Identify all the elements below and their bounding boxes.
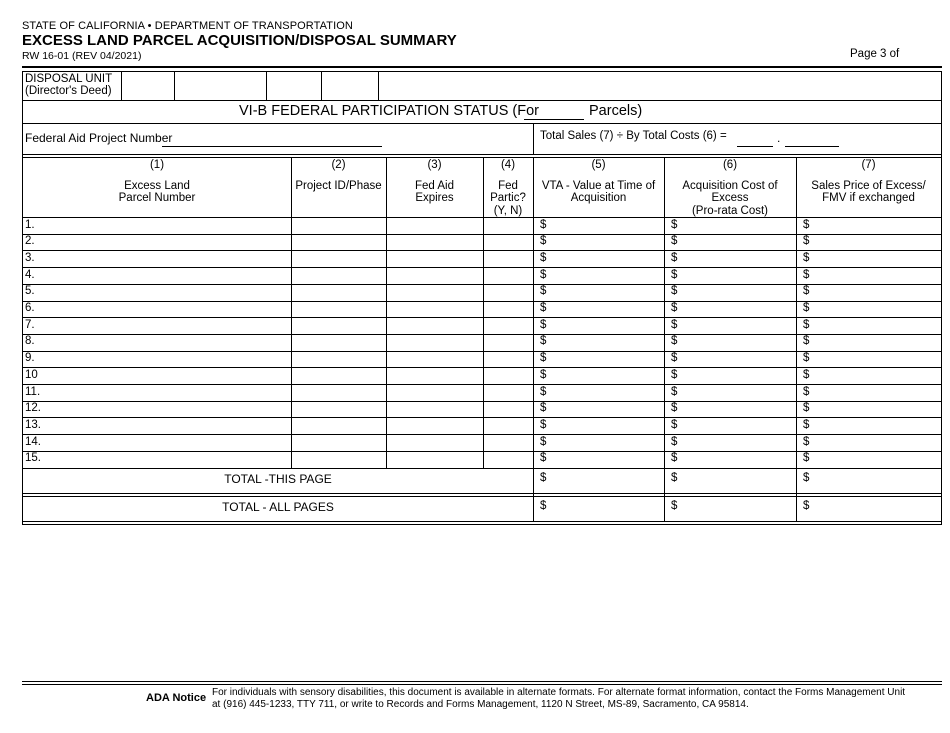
- column-number: (2): [331, 159, 346, 171]
- column-label: Excess Land: [124, 179, 190, 192]
- total-all-pages-col-7-field[interactable]: $: [803, 500, 810, 512]
- row-15-col-1-field[interactable]: [47, 451, 290, 467]
- footer-rule-bottom: [22, 684, 942, 685]
- row-15-col-6-field[interactable]: $: [671, 452, 678, 465]
- parcels-type-field[interactable]: [525, 102, 583, 120]
- disposal-field-2[interactable]: [175, 72, 266, 100]
- row-4-col-4-field[interactable]: [484, 267, 532, 283]
- section-title-prefix: VI-B FEDERAL PARTICIPATION STATUS (For: [239, 103, 539, 119]
- row-5-col-5-field[interactable]: $: [540, 285, 547, 298]
- column-header-1: [23, 159, 291, 205]
- row-4-col-6-field[interactable]: $: [671, 268, 678, 281]
- row-14-col-1-field[interactable]: [47, 434, 290, 450]
- column-label: VTA - Value at Time of: [541, 179, 656, 192]
- row-number: 12.: [25, 402, 41, 415]
- total-this-page-label: TOTAL -THIS PAGE: [224, 472, 332, 486]
- fed-aid-project-underline: [162, 146, 382, 147]
- row-6-col-3-field[interactable]: [387, 301, 482, 317]
- total-all-pages-col-5-field[interactable]: $: [540, 500, 547, 512]
- row-1-col-7-field[interactable]: $: [803, 218, 810, 231]
- column-header-3: [386, 159, 483, 205]
- row-15-col-5-field[interactable]: $: [540, 452, 547, 465]
- disposal-field-5[interactable]: [379, 72, 941, 100]
- row-13-col-7-field[interactable]: $: [803, 418, 810, 431]
- row-11-col-6-field[interactable]: $: [671, 385, 678, 398]
- column-header-2: [291, 159, 386, 192]
- column-label: Acquisition: [570, 192, 627, 204]
- ada-notice-text: For individuals with sensory disabilities, this document is available in alternate formats. For alternate format information, contact the Forms Management Unit at (916) 445-1233, TTY 711, or write to Records and Forms Management, 1120 N Street, MS-89, Sacramento, CA 95814.: [212, 687, 906, 710]
- row-1-col-5-field[interactable]: $: [540, 218, 547, 231]
- row-2-col-4-field[interactable]: [484, 234, 532, 250]
- row-13-col-6-field[interactable]: $: [671, 418, 678, 431]
- row-12-col-7-field[interactable]: $: [803, 402, 810, 415]
- row-3-col-5-field[interactable]: $: [540, 251, 547, 264]
- row-14-col-3-field[interactable]: [387, 434, 482, 450]
- summary-form: [22, 71, 942, 525]
- row-9-col-1-field[interactable]: [47, 351, 290, 367]
- row-number: 2.: [25, 235, 35, 248]
- row-4-col-7-field[interactable]: $: [803, 268, 810, 281]
- row-13-col-1-field[interactable]: [47, 417, 290, 433]
- row-7-col-6-field[interactable]: $: [671, 318, 678, 331]
- row-number: 7.: [25, 318, 35, 331]
- row-number: 1.: [25, 218, 35, 231]
- row-4-col-3-field[interactable]: [387, 267, 482, 283]
- agency-line: STATE OF CALIFORNIA • DEPARTMENT OF TRANSPORTATION: [22, 20, 353, 32]
- row-1-col-3-field[interactable]: [387, 217, 482, 233]
- column-header-7: [796, 159, 941, 205]
- row-15-col-4-field[interactable]: [484, 451, 532, 467]
- column-number: (4): [500, 159, 516, 171]
- column-number: (3): [427, 159, 442, 171]
- row-2-col-5-field[interactable]: $: [540, 235, 547, 248]
- row-number: 9.: [25, 352, 35, 365]
- row-rule: [23, 496, 941, 497]
- disposal-field-1[interactable]: [122, 72, 174, 100]
- row-number: 4.: [25, 268, 35, 281]
- row-rule: [23, 468, 941, 469]
- row-4-col-1-field[interactable]: [47, 267, 290, 283]
- row-9-col-7-field[interactable]: $: [803, 352, 810, 365]
- fed-aid-project-input[interactable]: [162, 128, 382, 146]
- row-8-col-6-field[interactable]: $: [671, 335, 678, 348]
- row-14-col-4-field[interactable]: [484, 434, 532, 450]
- ratio-label: Total Sales (7) ÷ By Total Costs (6) =: [540, 130, 727, 142]
- row-4-col-5-field[interactable]: $: [540, 268, 547, 281]
- page-number: Page 3 of: [850, 48, 900, 60]
- row-10-col-1-field[interactable]: [47, 367, 290, 383]
- row-7-col-1-field[interactable]: [47, 317, 290, 333]
- fed-aid-project-label: Federal Aid Project Number: [25, 131, 173, 145]
- row-number: 13.: [25, 418, 41, 431]
- row-8-col-1-field[interactable]: [47, 334, 290, 350]
- ratio-dot: .: [777, 131, 781, 145]
- row-15-col-2-field[interactable]: [292, 451, 385, 467]
- disposal-unit-line2: (Director's Deed): [25, 85, 112, 97]
- row-1-col-6-field[interactable]: $: [671, 218, 678, 231]
- column-number: (5): [591, 159, 606, 171]
- row-3-col-4-field[interactable]: [484, 250, 532, 266]
- row-13-col-3-field[interactable]: [387, 417, 482, 433]
- row-13-col-5-field[interactable]: $: [540, 418, 547, 431]
- ratio-decimal-input[interactable]: [785, 130, 839, 146]
- form-title: EXCESS LAND PARCEL ACQUISITION/DISPOSAL SUMMARY: [22, 32, 457, 49]
- row-number: 11.: [25, 385, 41, 398]
- section-title: [239, 103, 539, 119]
- row-2-col-7-field[interactable]: $: [803, 235, 810, 248]
- row-1-col-1-field[interactable]: [47, 217, 290, 233]
- row-12-col-4-field[interactable]: [484, 401, 532, 417]
- row-number: 5.: [25, 285, 35, 298]
- row-13-col-2-field[interactable]: [292, 417, 385, 433]
- row-14-col-5-field[interactable]: $: [540, 435, 547, 448]
- disposal-unit-label: [25, 73, 112, 97]
- row-3-col-6-field[interactable]: $: [671, 251, 678, 264]
- row-3-col-3-field[interactable]: [387, 250, 482, 266]
- ratio-integer-input[interactable]: [737, 130, 773, 146]
- row-5-col-6-field[interactable]: $: [671, 285, 678, 298]
- row-6-col-2-field[interactable]: [292, 301, 385, 317]
- row-2-col-6-field[interactable]: $: [671, 235, 678, 248]
- column-label: (Y, N): [493, 204, 523, 217]
- row-9-col-2-field[interactable]: [292, 351, 385, 367]
- footer-rule-top: [22, 681, 942, 682]
- ratio-decimal-underline: [785, 146, 839, 147]
- column-label: Sales Price of Excess/: [811, 179, 926, 192]
- row-5-col-2-field[interactable]: [292, 284, 385, 300]
- row-7-col-2-field[interactable]: [292, 317, 385, 333]
- row-6-col-7-field[interactable]: $: [803, 302, 810, 314]
- column-label: Expires: [415, 192, 454, 204]
- header-rule: [22, 66, 942, 68]
- ratio-integer-underline: [737, 146, 773, 147]
- column-label: Fed Aid: [415, 179, 454, 192]
- row-rule: [23, 521, 941, 522]
- column-label: Project ID/Phase: [295, 179, 382, 192]
- column-header-4: [483, 159, 533, 217]
- row-number: 6.: [25, 302, 35, 314]
- row-6-col-5-field[interactable]: $: [540, 302, 547, 314]
- column-header-5: [533, 159, 664, 205]
- row-8-col-7-field[interactable]: $: [803, 335, 810, 348]
- ada-notice-label: ADA Notice: [146, 692, 207, 704]
- row-9-col-4-field[interactable]: [484, 351, 532, 367]
- row-5-col-4-field[interactable]: [484, 284, 532, 300]
- row-number: 3.: [25, 251, 35, 264]
- row-1-col-4-field[interactable]: [484, 217, 532, 233]
- row-15-col-3-field[interactable]: [387, 451, 482, 467]
- row-rule: [23, 524, 941, 525]
- row-rule: [23, 493, 941, 494]
- row-10-col-7-field[interactable]: $: [803, 368, 810, 381]
- row-8-col-5-field[interactable]: $: [540, 335, 547, 348]
- column-number: (1): [149, 159, 165, 171]
- row-9-col-3-field[interactable]: [387, 351, 482, 367]
- row-12-col-6-field[interactable]: $: [671, 402, 678, 415]
- row-11-col-1-field[interactable]: [47, 384, 290, 400]
- row-3-col-1-field[interactable]: [47, 250, 290, 266]
- disposal-unit-line1: DISPOSAL UNIT: [25, 73, 113, 85]
- row-11-col-7-field[interactable]: $: [803, 385, 810, 398]
- section-title-suffix: Parcels): [589, 103, 643, 119]
- total-all-pages-label: TOTAL - ALL PAGES: [222, 500, 334, 514]
- row-15-col-7-field[interactable]: $: [803, 452, 810, 465]
- total-all-pages-col-6-field[interactable]: $: [671, 500, 678, 512]
- total-this-page-col-6-field[interactable]: $: [671, 472, 678, 484]
- row-1-col-2-field[interactable]: [292, 217, 385, 233]
- row-number: 14.: [25, 435, 41, 448]
- row-number: 8.: [25, 335, 35, 348]
- row-2-col-2-field[interactable]: [292, 234, 385, 250]
- row-9-col-6-field[interactable]: $: [671, 352, 678, 365]
- row-number: 15.: [25, 452, 41, 465]
- row-7-col-5-field[interactable]: $: [540, 318, 547, 331]
- row-10-col-4-field[interactable]: [484, 367, 532, 383]
- row-14-col-6-field[interactable]: $: [671, 435, 678, 448]
- row-8-col-4-field[interactable]: [484, 334, 532, 350]
- column-label: Parcel Number: [118, 192, 196, 204]
- row-2-col-1-field[interactable]: [47, 234, 290, 250]
- disposal-field-3[interactable]: [267, 72, 321, 100]
- row-8-col-3-field[interactable]: [387, 334, 482, 350]
- row-5-col-7-field[interactable]: $: [803, 285, 810, 298]
- row-8-col-2-field[interactable]: [292, 334, 385, 350]
- row-5-col-3-field[interactable]: [387, 284, 482, 300]
- column-label: FMV if exchanged: [822, 192, 915, 204]
- row-10-col-5-field[interactable]: $: [540, 368, 547, 381]
- column-number: (7): [861, 159, 876, 171]
- row-6-col-1-field[interactable]: [47, 301, 290, 317]
- row-12-col-5-field[interactable]: $: [540, 402, 547, 415]
- row-11-col-2-field[interactable]: [292, 384, 385, 400]
- row-14-col-7-field[interactable]: $: [803, 435, 810, 448]
- row-12-col-2-field[interactable]: [292, 401, 385, 417]
- row-2-col-3-field[interactable]: [387, 234, 482, 250]
- row-7-col-7-field[interactable]: $: [803, 318, 810, 331]
- row-3-col-7-field[interactable]: $: [803, 251, 810, 264]
- row-12-col-3-field[interactable]: [387, 401, 482, 417]
- row-4-col-2-field[interactable]: [292, 267, 385, 283]
- row-10-col-6-field[interactable]: $: [671, 368, 678, 381]
- row-5-col-1-field[interactable]: [47, 284, 290, 300]
- row-14-col-2-field[interactable]: [292, 434, 385, 450]
- column-label: Partic?: [490, 192, 526, 204]
- row-10-col-2-field[interactable]: [292, 367, 385, 383]
- row-number: 10: [25, 368, 38, 381]
- column-label: Fed: [498, 179, 518, 192]
- form-id: RW 16-01 (REV 04/2021): [22, 50, 142, 62]
- row-11-col-5-field[interactable]: $: [540, 385, 547, 398]
- column-header-6: [664, 159, 796, 217]
- total-this-page-col-7-field[interactable]: $: [803, 472, 810, 484]
- column-label: (Pro-rata Cost): [691, 204, 769, 217]
- total-this-page-col-5-field[interactable]: $: [540, 472, 547, 484]
- row-10-col-3-field[interactable]: [387, 367, 482, 383]
- row-7-col-3-field[interactable]: [387, 317, 482, 333]
- row-7-col-4-field[interactable]: [484, 317, 532, 333]
- row-6-col-6-field[interactable]: $: [671, 302, 678, 314]
- row-6-col-4-field[interactable]: [484, 301, 532, 317]
- column-label: Acquisition Cost of Excess: [682, 179, 778, 204]
- row-9-col-5-field[interactable]: $: [540, 352, 547, 365]
- row-12-col-1-field[interactable]: [47, 401, 290, 417]
- row-11-col-4-field[interactable]: [484, 384, 532, 400]
- disposal-field-4[interactable]: [322, 72, 378, 100]
- row-11-col-3-field[interactable]: [387, 384, 482, 400]
- column-number: (6): [722, 159, 738, 171]
- row-3-col-2-field[interactable]: [292, 250, 385, 266]
- row-13-col-4-field[interactable]: [484, 417, 532, 433]
